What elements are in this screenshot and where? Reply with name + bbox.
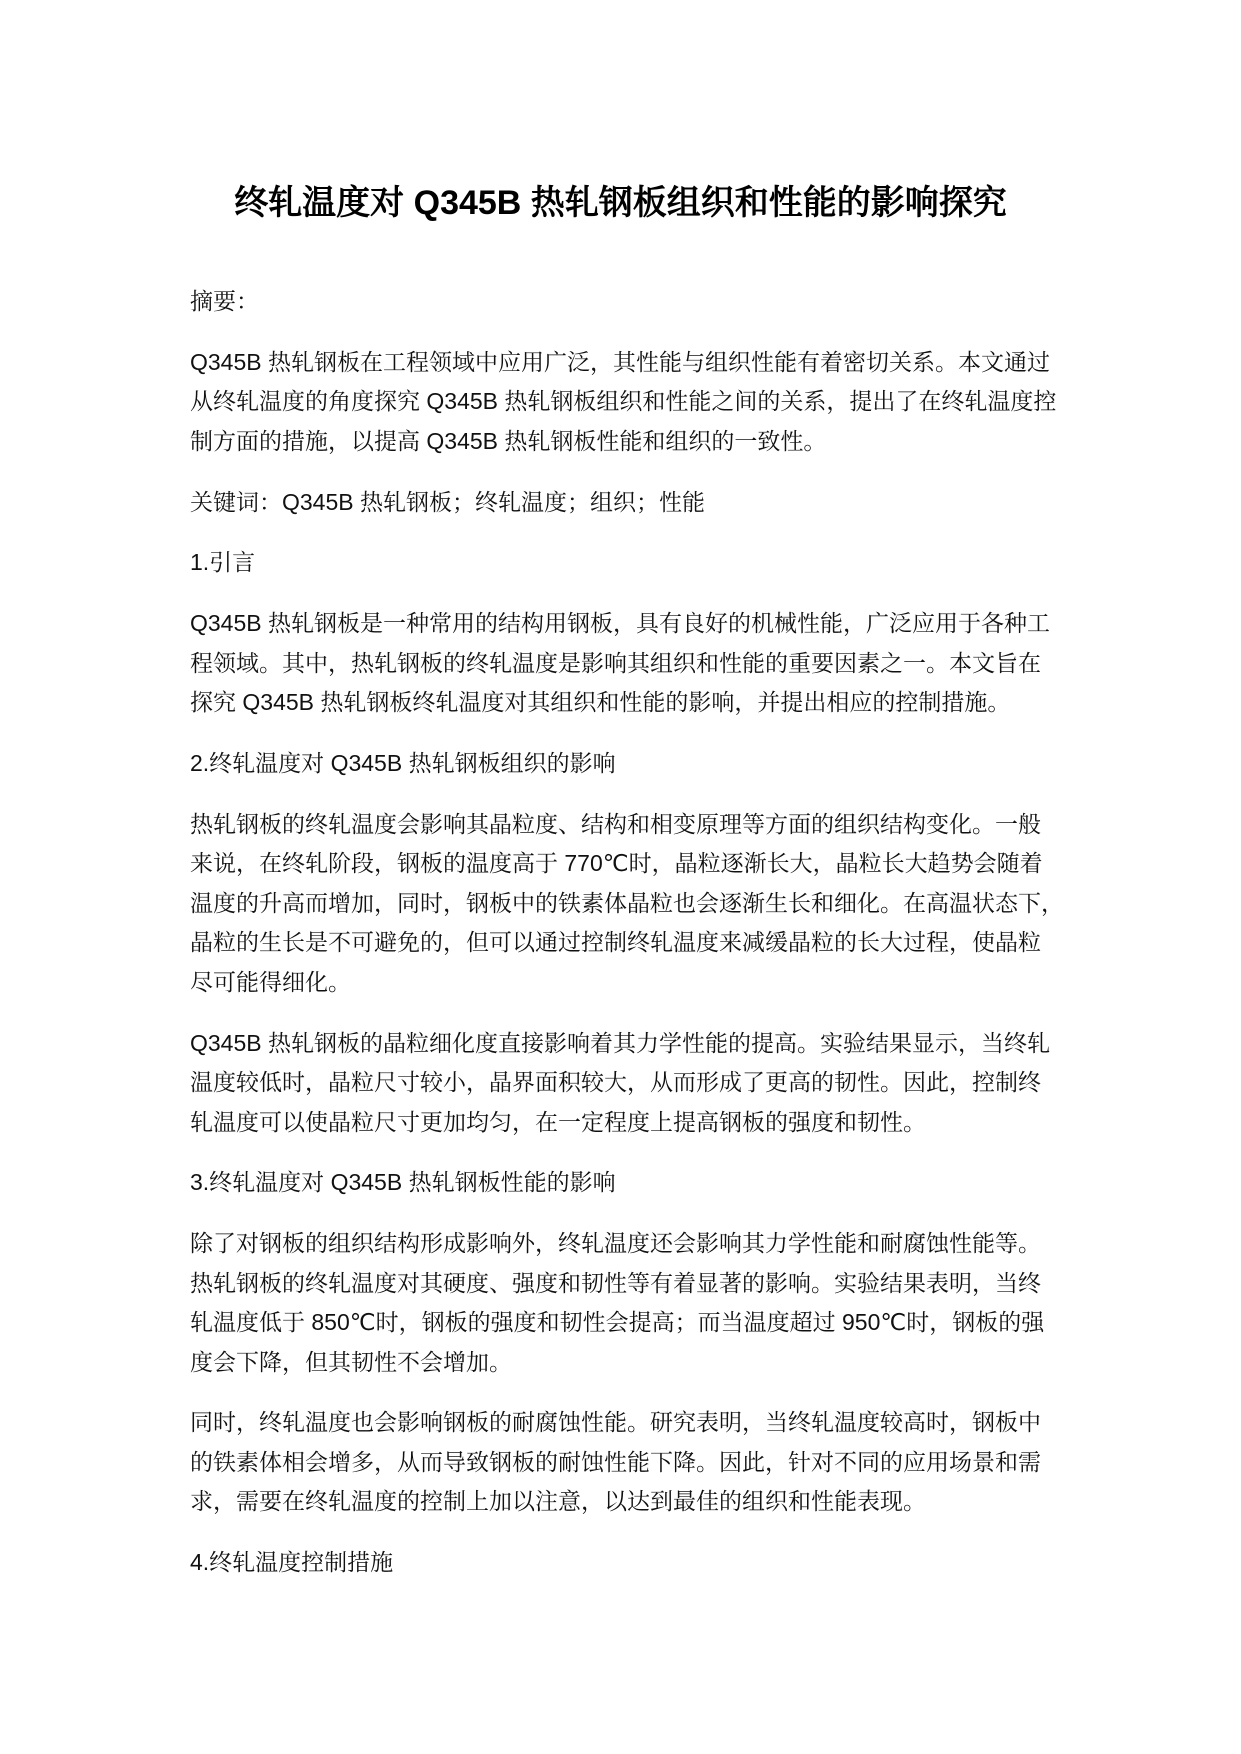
section-2-paragraph-1 xyxy=(190,805,1090,1003)
abstract-paragraph xyxy=(190,343,1090,462)
abstract-heading xyxy=(190,282,1090,322)
paragraph-line: 轧温度可以使晶粒尺寸更加均匀，在一定程度上提高钢板的强度和韧性。 xyxy=(190,1108,926,1135)
abstract-heading-text: 摘要： xyxy=(190,288,259,314)
section-3-paragraph-1 xyxy=(190,1224,1090,1382)
paragraph-line: 来说，在终轧阶段，钢板的温度高于 770℃时，晶粒逐渐长大，晶粒长大趋势会随着 xyxy=(190,850,1043,877)
paragraph-line: Q345B 热轧钢板的晶粒细化度直接影响着其力学性能的提高。实验结果显示，当终轧 xyxy=(190,1029,1050,1056)
paragraph-line: Q345B 热轧钢板是一种常用的结构用钢板，具有良好的机械性能，广泛应用于各种工 xyxy=(190,610,1050,637)
paragraph-line: 除了对钢板的组织结构形成影响外，终轧温度还会影响其力学性能和耐腐蚀性能等。 xyxy=(190,1230,1041,1257)
document-body xyxy=(190,282,1090,1604)
abstract-line: 从终轧温度的角度探究 Q345B 热轧钢板组织和性能之间的关系，提出了在终轧温度控 xyxy=(190,388,1057,415)
keywords-text: 关键词：Q345B 热轧钢板；终轧温度；组织；性能 xyxy=(190,488,705,515)
paragraph-line: 度会下降，但其韧性不会增加。 xyxy=(190,1348,512,1375)
paragraph-line: 热轧钢板的终轧温度会影响其晶粒度、结构和相变原理等方面的组织结构变化。一般 xyxy=(190,810,1041,837)
section-heading-4 xyxy=(190,1543,1090,1583)
paragraph-line: 轧温度低于 850℃时，钢板的强度和韧性会提高；而当温度超过 950℃时，钢板的强 xyxy=(190,1309,1045,1336)
section-3-paragraph-2 xyxy=(190,1403,1090,1522)
section-heading-text: 2.终轧温度对 Q345B 热轧钢板组织的影响 xyxy=(190,749,616,776)
section-2-paragraph-2 xyxy=(190,1024,1090,1143)
section-heading-text: 3.终轧温度对 Q345B 热轧钢板性能的影响 xyxy=(190,1169,616,1196)
paragraph-line: 尽可能得细化。 xyxy=(190,968,351,995)
paragraph-line: 温度较低时，晶粒尺寸较小，晶界面积较大，从而形成了更高的韧性。因此，控制终 xyxy=(190,1069,1041,1096)
paragraph-line: 热轧钢板的终轧温度对其硬度、强度和韧性等有着显著的影响。实验结果表明，当终 xyxy=(190,1269,1041,1296)
abstract-line: Q345B 热轧钢板在工程领域中应用广泛，其性能与组织性能有着密切关系。本文通过 xyxy=(190,348,1050,375)
paragraph-line: 温度的升高而增加，同时，钢板中的铁素体晶粒也会逐渐生长和细化。在高温状态下， xyxy=(190,889,1064,916)
abstract-line: 制方面的措施，以提高 Q345B 热轧钢板性能和组织的一致性。 xyxy=(190,427,827,454)
paragraph-line: 程领域。其中，热轧钢板的终轧温度是影响其组织和性能的重要因素之一。本文旨在 xyxy=(190,649,1041,676)
section-heading-text: 4.终轧温度控制措施 xyxy=(190,1549,394,1576)
section-heading-3 xyxy=(190,1163,1090,1203)
paragraph-line: 同时，终轧温度也会影响钢板的耐腐蚀性能。研究表明，当终轧温度较高时，钢板中 xyxy=(190,1409,1041,1436)
paragraph-line: 的铁素体相会增多，从而导致钢板的耐蚀性能下降。因此，针对不同的应用场景和需 xyxy=(190,1448,1041,1475)
section-heading-1 xyxy=(190,543,1090,583)
keywords xyxy=(190,483,1090,523)
document-title: 终轧温度对 Q345B 热轧钢板组织和性能的影响探究 xyxy=(234,184,1007,222)
section-heading-text: 1.引言 xyxy=(190,549,256,576)
paragraph-line: 晶粒的生长是不可避免的，但可以通过控制终轧温度来减缓晶粒的长大过程，使晶粒 xyxy=(190,929,1041,956)
section-heading-2 xyxy=(190,744,1090,784)
section-1-paragraph-1 xyxy=(190,604,1090,723)
paragraph-line: 求，需要在终轧温度的控制上加以注意，以达到最佳的组织和性能表现。 xyxy=(190,1488,926,1515)
paragraph-line: 探究 Q345B 热轧钢板终轧温度对其组织和性能的影响，并提出相应的控制措施。 xyxy=(190,689,1011,716)
